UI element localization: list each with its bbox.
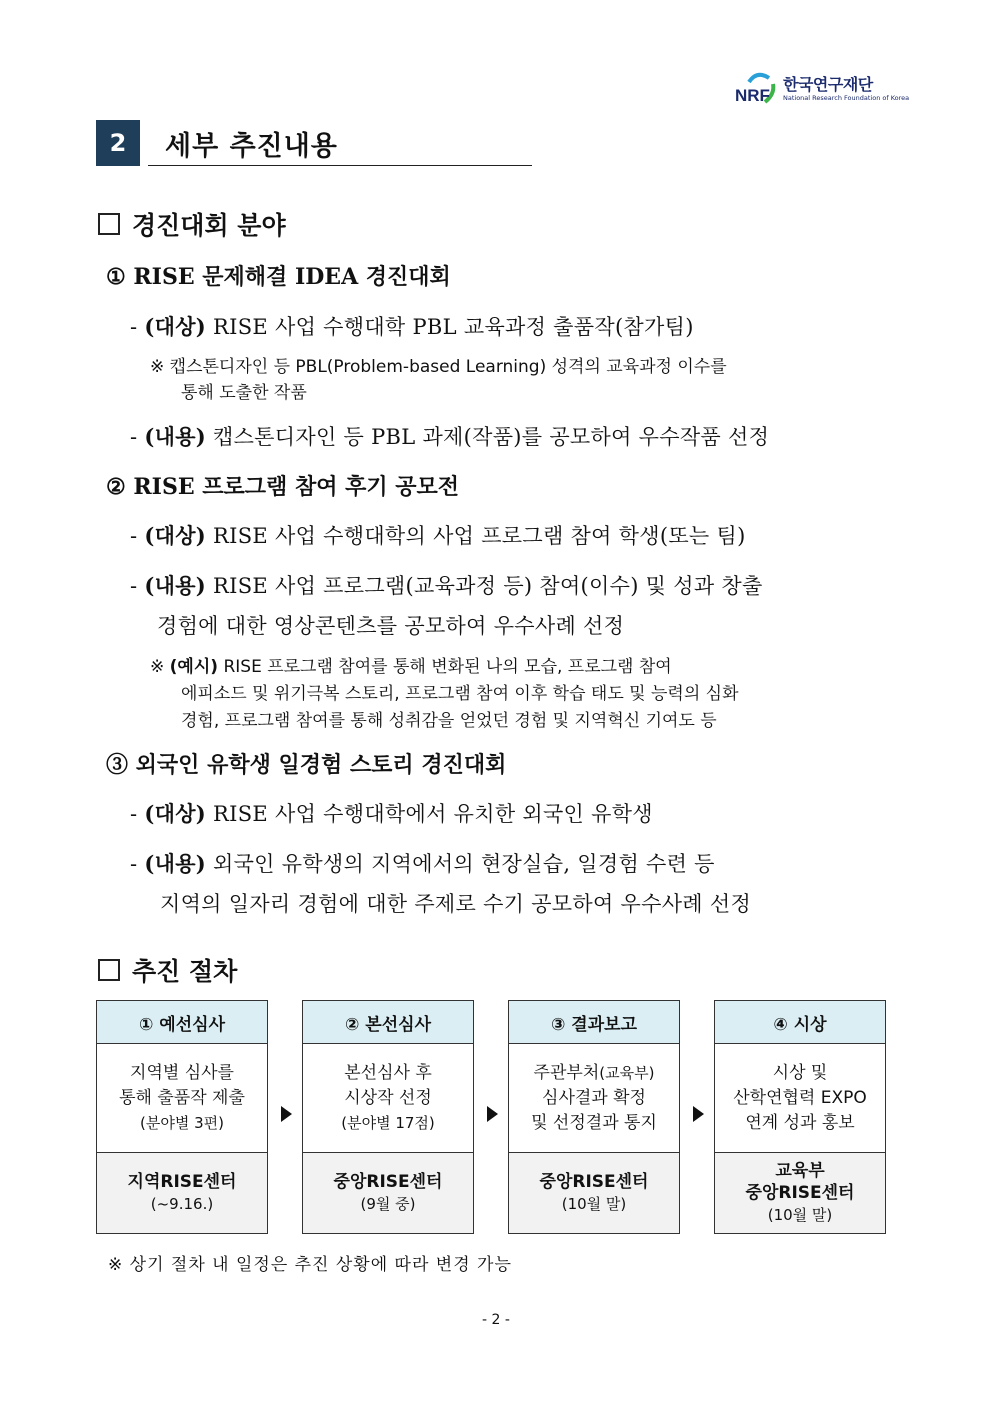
step-title: ① 예선심사 [97,1001,267,1044]
step-owner: 중앙RISE센터 (10월 말) [509,1153,679,1233]
contest-item-3-title: ③ 외국인 유학생 일경험 스토리 경진대회 [106,752,507,778]
contest-item-2-title: ② RISE 프로그램 참여 후기 공모전 [106,474,460,500]
contest-item-1-title: ① RISE 문제해결 IDEA 경진대회 [106,264,451,290]
contest-item-2-example-line1: ※ (예시) RISE 프로그램 참여를 통해 변화된 나의 모습, 프로그램 참여 [150,657,672,677]
step-title: ② 본선심사 [303,1001,473,1044]
contest-item-1-content: - (내용) 캡스톤디자인 등 PBL 과제(작품)를 공모하여 우수작품 선정 [130,424,770,449]
contest-item-2-example-line2: 에피소드 및 위기극복 스토리, 프로그램 참여 이후 학습 태도 및 능력의 심화 [181,684,739,704]
contest-item-1-note-line1: ※ 캡스톤디자인 등 PBL(Problem-based Learning) 성격의 교육과정 이수를 [150,357,727,377]
section-underline [148,165,532,166]
step-title: ④ 시상 [715,1001,885,1044]
square-bullet-icon [98,959,120,981]
step-description: 지역별 심사를 통해 출품작 제출 (분야별 3편) [97,1044,267,1153]
contest-item-1-note-line2: 통해 도출한 작품 [181,383,307,403]
step-description: 주관부처(교육부) 심사결과 확정 및 선정결과 통지 [509,1044,679,1153]
contest-item-3-content-line1: - (내용) 외국인 유학생의 지역에서의 현장실습, 일경험 수련 등 [130,851,715,876]
arrow-right-icon [693,1106,704,1122]
procedure-step-1 [96,1000,268,1234]
logo-org-english: National Research Foundation of Korea [783,94,910,102]
step-description: 본선심사 후 시상작 선정 (분야별 17점) [303,1044,473,1153]
step-description: 시상 및 산학연협력 EXPO 연계 성과 홍보 [715,1044,885,1153]
step-owner: 지역RISE센터 (~9.16.) [97,1153,267,1233]
contest-item-1-target: - (대상) RISE 사업 수행대학 PBL 교육과정 출품작(참가팀) [130,314,694,339]
section-title: 세부 추진내용 [165,131,338,162]
nrf-logo-icon [735,72,779,108]
procedure-step-3 [508,1000,680,1234]
logo-mark-text: NRF [735,86,770,105]
procedure-step-2 [302,1000,474,1234]
step-owner: 중앙RISE센터 (9월 중) [303,1153,473,1233]
procedure-footnote: ※ 상기 절차 내 일정은 추진 상황에 따라 변경 가능 [108,1255,512,1275]
arrow-right-icon [487,1106,498,1122]
contest-item-3-target: - (대상) RISE 사업 수행대학에서 유치한 외국인 유학생 [130,801,653,826]
page-number: - 2 - [482,1312,510,1328]
logo-org-korean: 한국연구재단 [783,75,873,94]
contest-item-2-example-line3: 경험, 프로그램 참여를 통해 성취감을 얻었던 경험 및 지역혁신 기여도 등 [181,711,717,731]
arrow-right-icon [281,1106,292,1122]
procedure-step-4 [714,1000,886,1234]
step-owner: 교육부 중앙RISE센터 (10월 말) [715,1153,885,1233]
contest-heading: 경진대회 분야 [98,206,286,242]
square-bullet-icon [98,213,120,235]
nrf-logo [735,70,910,110]
step-title: ③ 결과보고 [509,1001,679,1044]
contest-item-3-content-line2: 지역의 일자리 경험에 대한 주제로 수기 공모하여 우수사례 선정 [160,892,752,916]
section-number-badge: 2 [96,120,140,166]
procedure-heading: 추진 절차 [98,952,237,988]
contest-item-2-target: - (대상) RISE 사업 수행대학의 사업 프로그램 참여 학생(또는 팀) [130,523,746,548]
contest-item-2-content-line1: - (내용) RISE 사업 프로그램(교육과정 등) 참여(이수) 및 성과 창출 [130,573,763,598]
contest-item-2-content-line2: 경험에 대한 영상콘텐츠를 공모하여 우수사례 선정 [157,614,625,638]
